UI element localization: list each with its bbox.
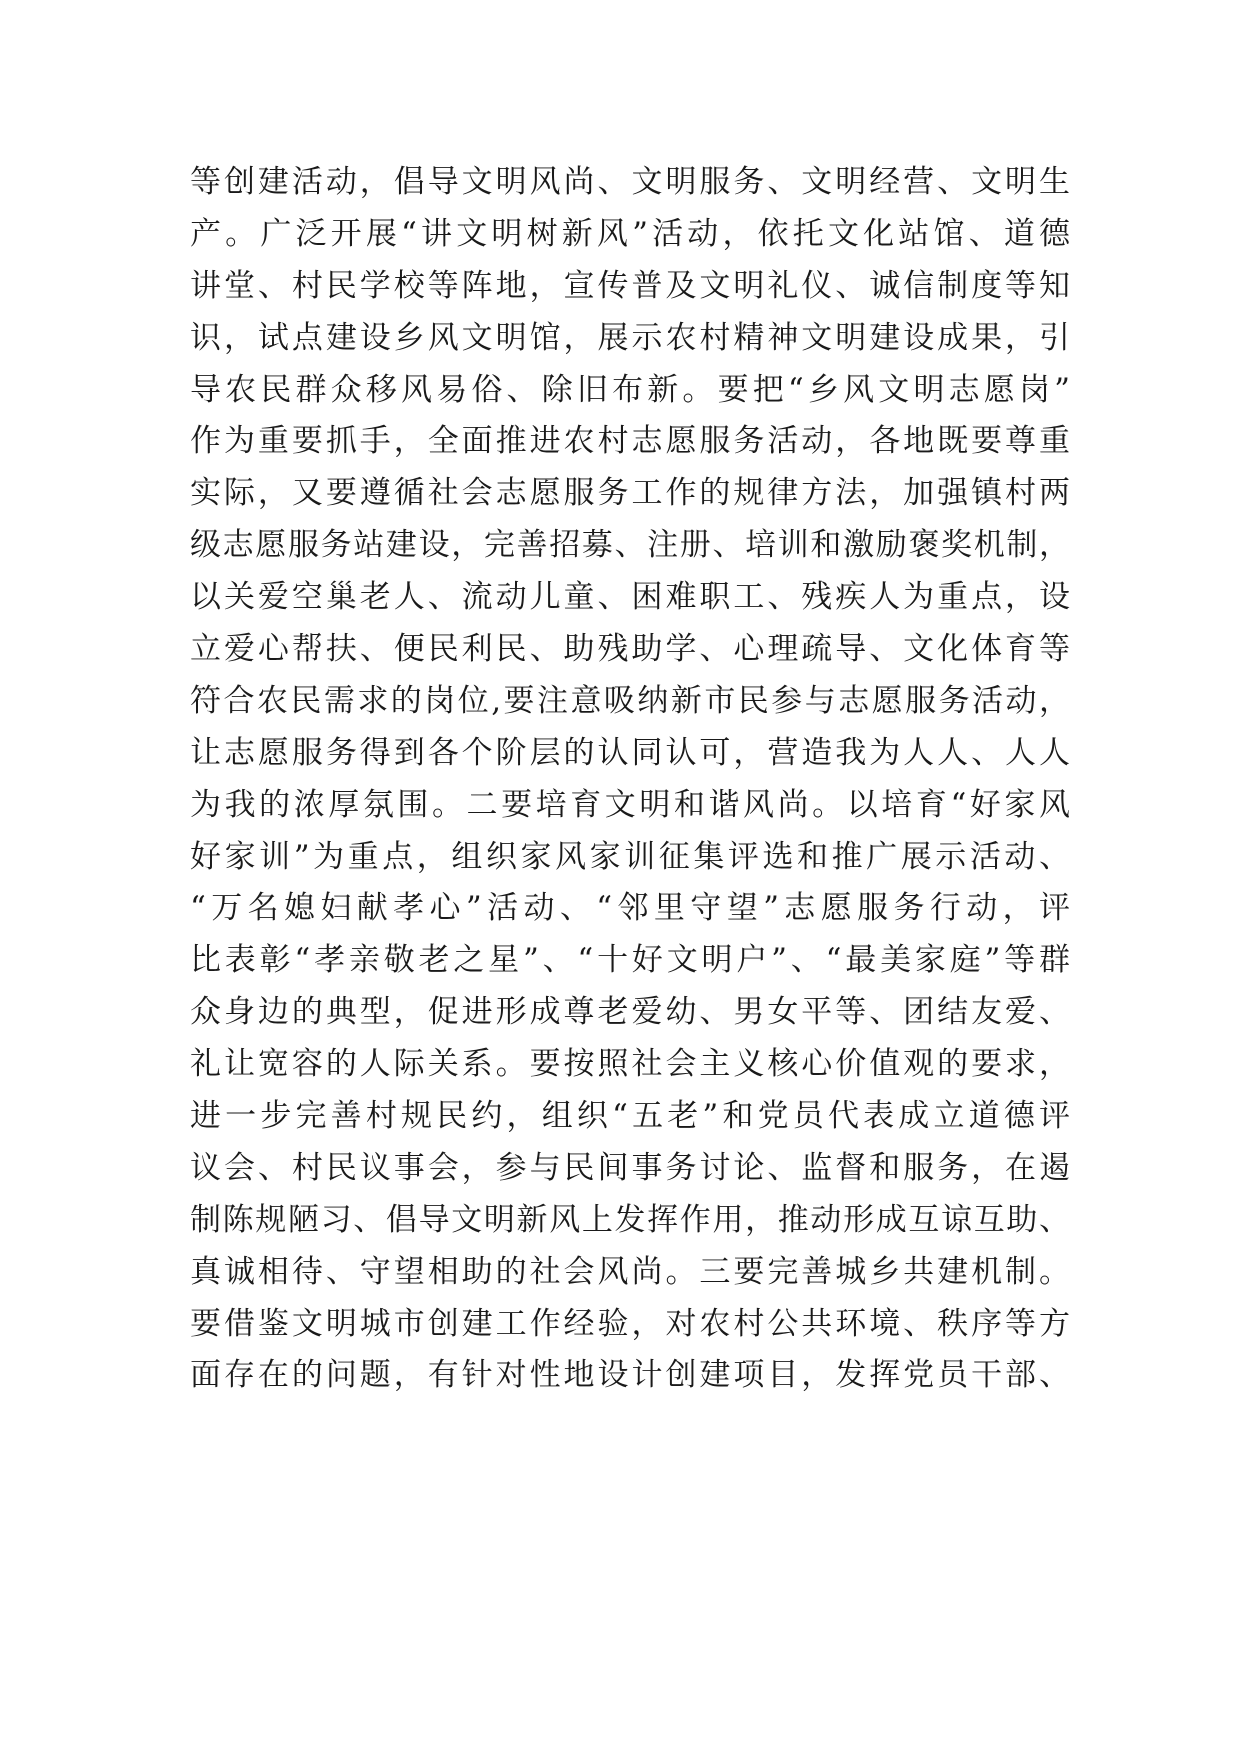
text-line: 为我的浓厚氛围。二要培育文明和谐风尚。以培育“好家风 <box>190 786 1070 823</box>
text-line: “万名媳妇献孝心”活动、“邻里守望”志愿服务行动，评 <box>190 890 1070 927</box>
text-line: 级志愿服务站建设，完善招募、注册、培训和激励褒奖机制， <box>190 527 1070 564</box>
text-line: 进一步完善村规民约，组织“五老”和党员代表成立道德评 <box>190 1098 1070 1135</box>
text-line: 作为重要抓手，全面推进农村志愿服务活动，各地既要尊重 <box>190 423 1070 460</box>
text-line: 让志愿服务得到各个阶层的认同认可，营造我为人人、人人 <box>190 734 1070 771</box>
text-line: 制陈规陋习、倡导文明新风上发挥作用，推动形成互谅互助、 <box>190 1201 1070 1238</box>
text-line: 产。广泛开展“讲文明树新风”活动，依托文化站馆、道德 <box>190 215 1070 252</box>
text-line: 面存在的问题，有针对性地设计创建项目，发挥党员干部、 <box>190 1357 1070 1394</box>
text-line: 好家训”为重点，组织家风家训征集评选和推广展示活动、 <box>190 838 1070 875</box>
text-line: 众身边的典型，促进形成尊老爱幼、男女平等、团结友爱、 <box>190 994 1070 1031</box>
text-line: 符合农民需求的岗位,要注意吸纳新市民参与志愿服务活动， <box>190 682 1070 719</box>
text-line: 礼让宽容的人际关系。要按照社会主义核心价值观的要求， <box>190 1046 1070 1083</box>
text-line: 等创建活动，倡导文明风尚、文明服务、文明经营、文明生 <box>190 164 1070 200</box>
text-line: 以关爱空巢老人、流动儿童、困难职工、残疾人为重点，设 <box>190 579 1070 616</box>
text-line: 讲堂、村民学校等阵地，宣传普及文明礼仪、诚信制度等知 <box>190 267 1070 304</box>
text-line: 比表彰“孝亲敬老之星”、“十好文明户”、“最美家庭”等群 <box>190 942 1070 979</box>
text-line: 识，试点建设乡风文明馆，展示农村精神文明建设成果，引 <box>190 319 1070 356</box>
text-line: 立爱心帮扶、便民利民、助残助学、心理疏导、文化体育等 <box>190 631 1070 668</box>
text-line: 实际，又要遵循社会志愿服务工作的规律方法，加强镇村两 <box>190 475 1070 512</box>
text-line: 导农民群众移风易俗、除旧布新。要把“乡风文明志愿岗” <box>190 371 1070 408</box>
text-line: 真诚相待、守望相助的社会风尚。三要完善城乡共建机制。 <box>190 1253 1070 1290</box>
body-paragraph <box>190 157 1070 1402</box>
text-line: 要借鉴文明城市创建工作经验，对农村公共环境、秩序等方 <box>190 1305 1070 1342</box>
text-line: 议会、村民议事会，参与民间事务讨论、监督和服务，在遏 <box>190 1149 1070 1186</box>
